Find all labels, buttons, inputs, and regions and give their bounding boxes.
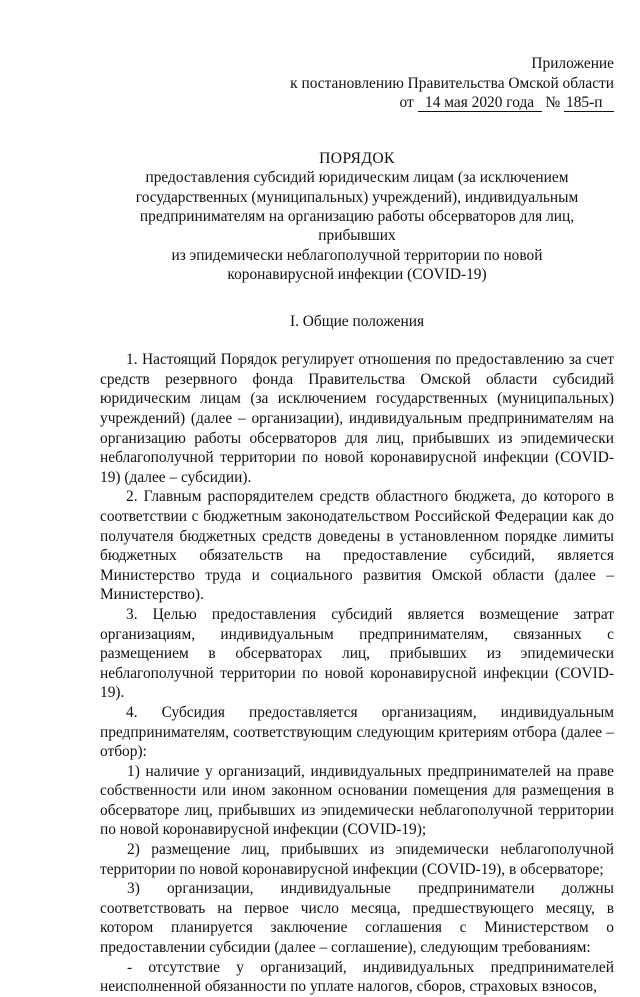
title-line: коронавирусной инфекции (COVID-19)	[227, 266, 487, 284]
appendix-date: 14 мая 2020 года	[418, 95, 542, 112]
title-line: из эпидемически неблагополучной территории по новой	[171, 246, 543, 264]
appendix-number-prefix: №	[545, 94, 561, 112]
paragraph: 4. Субсидия предоставляется организациям, индивидуальным предпринимателям, соответствующим следующим критериям отбора (далее – отбор):	[100, 703, 614, 761]
paragraph: 2. Главным распорядителем средств областного бюджета, до которого в соответствии с бюджетным законодательством Российской Федерации как до получателя бюджетных средств доведены в установленном порядке лимиты бюджетных обязательств на предоставление субсидий, является Министерство труда и социального развития Омской области (далее – Министерство).	[100, 488, 614, 604]
title-line: предпринимателям на организацию работы обсерваторов для лиц, прибывших	[139, 208, 575, 245]
paragraph: 1) наличие у организаций, индивидуальных предпринимателей на праве собственности или ином законном основании помещения для размещения в обсерваторе лиц, прибывших из эпидемически неблагополучной территории по новой коронавирусной инфекции (COVID-19);	[100, 762, 614, 839]
title-line: государственных (муниципальных) учреждений), индивидуальным	[135, 188, 579, 206]
document-page	[100, 54, 614, 997]
appendix-header	[100, 54, 614, 113]
section-heading: I. Общие положения	[289, 312, 425, 330]
appendix-label: Приложение	[531, 55, 614, 72]
appendix-resolution: к постановлению Правительства Омской области	[290, 74, 614, 92]
title-heading: ПОРЯДОК	[319, 149, 395, 167]
title-line: предоставления субсидий юридическим лицам (за исключением	[145, 169, 569, 187]
appendix-number: 185-п	[564, 95, 614, 112]
paragraph: 1. Настоящий Порядок регулирует отношения по предоставлению за счет средств резервного фонда Правительства Омской области субсидий юридическим лицам (за исключением государственных (муниципальных) учреждений) (далее – организации), индивидуальным предпринимателям на организацию работы обсерваторов для лиц, прибывших из эпидемически неблагополучной территории по новой коронавирусной инфекции (COVID-19) (далее – субсидии).	[100, 351, 614, 486]
paragraph: 3. Целью предоставления субсидий является возмещение затрат организациям, индивидуальным предпринимателям, связанных с размещением в обсерваторах лиц, прибывших из эпидемически неблагополучной территории по новой коронавирусной инфекции (COVID-19).	[100, 605, 614, 702]
appendix-date-line	[100, 93, 614, 113]
paragraph: - отсутствие у организаций, индивидуальных предпринимателей неисполненной обязанности по уплате налогов, сборов, страховых взносов,	[100, 958, 614, 996]
paragraph: 2) размещение лиц, прибывших из эпидемически неблагополучной территории по новой коронавирусной инфекции (COVID-19), в обсерваторе;	[100, 841, 614, 878]
document-title	[100, 149, 614, 285]
paragraph: 3) организации, индивидуальные предприниматели должны соответствовать на первое число месяца, предшествующего месяцу, в котором планируется заключение соглашения с Министерством о предоставлении субсидии (далее – соглашение), следующим требованиям:	[100, 880, 614, 957]
document-body	[100, 350, 614, 997]
appendix-date-prefix: от	[399, 94, 414, 112]
